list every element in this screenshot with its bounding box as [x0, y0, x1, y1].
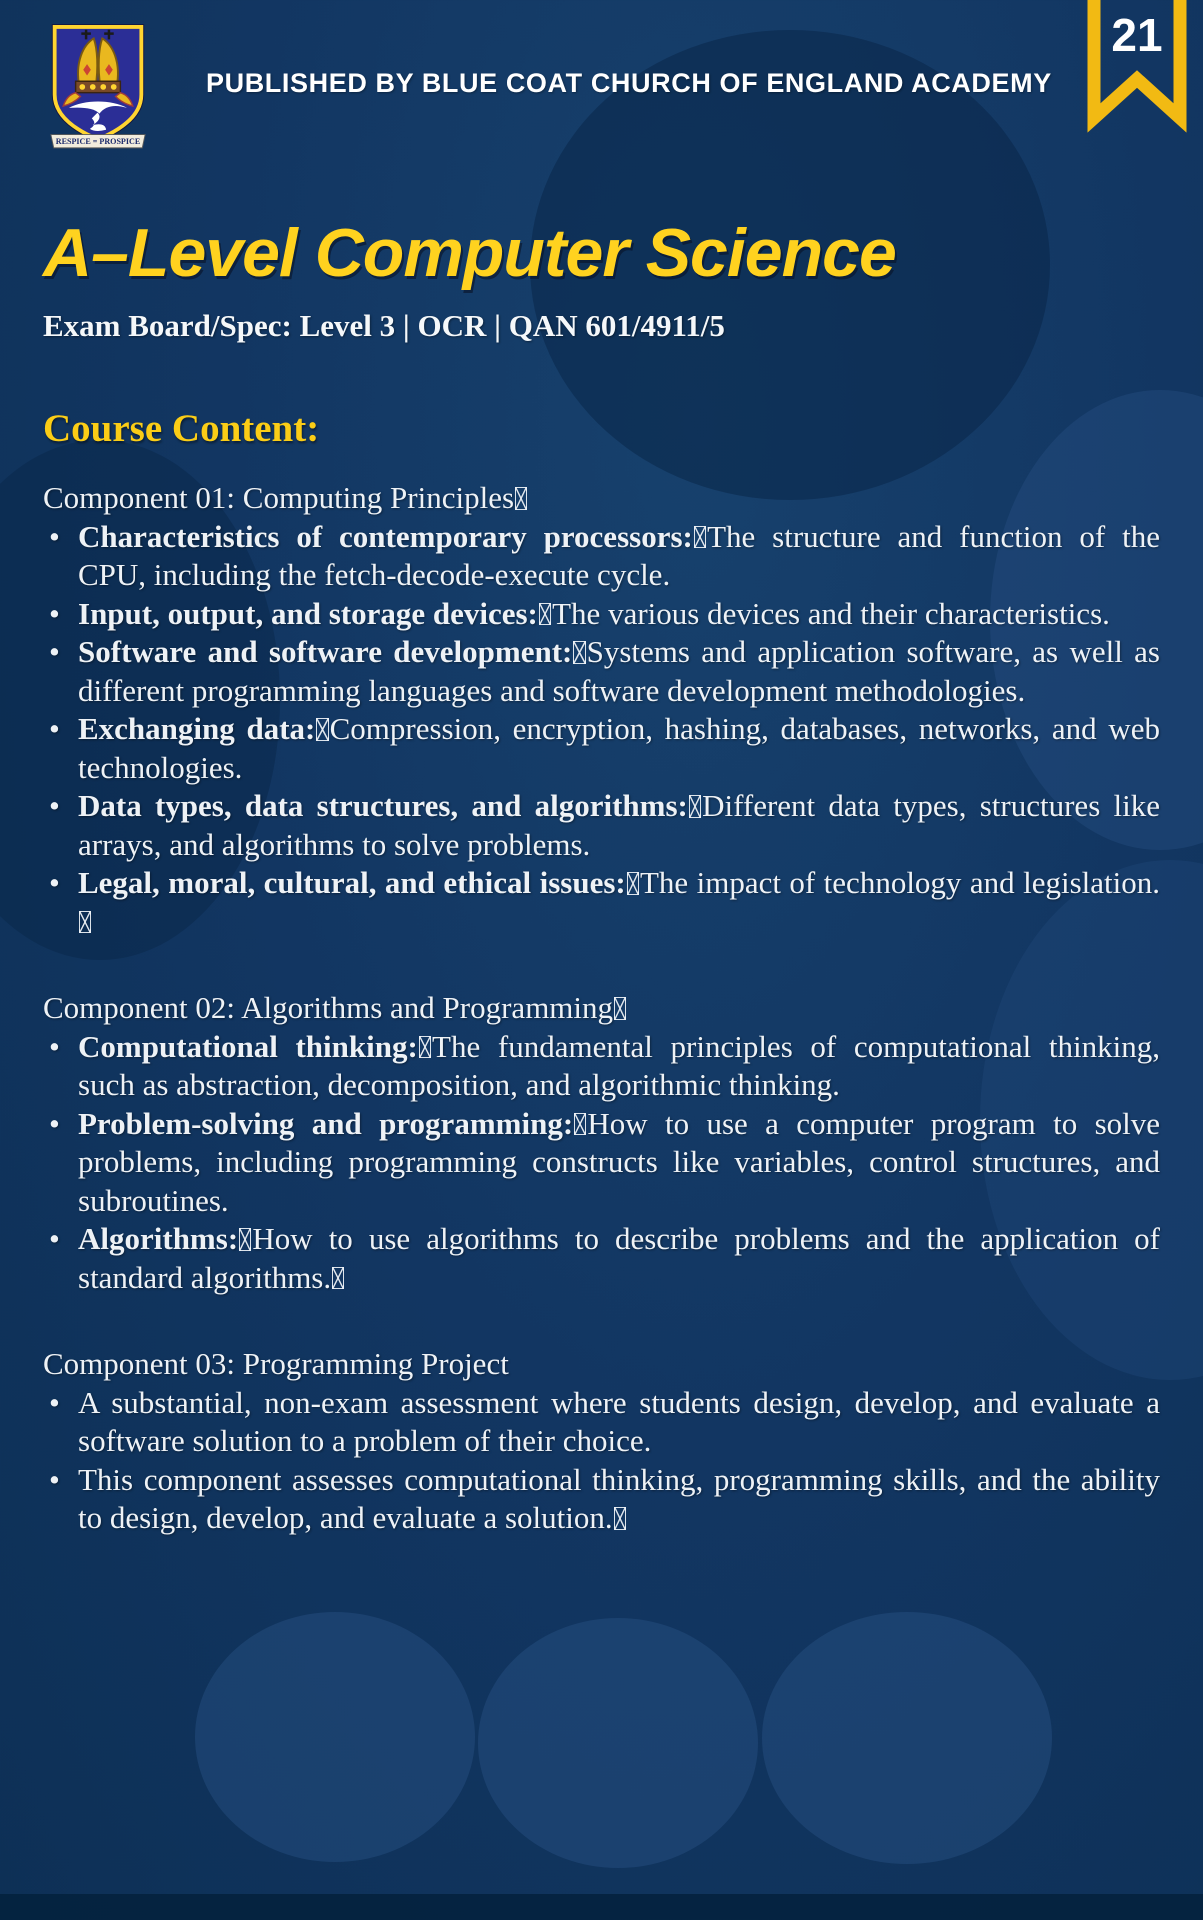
course-bullet: • Data types, data structures, and algorithms: Different data types, structures like arrays, and algorithms to solve problems.: [43, 787, 1160, 864]
missing-glyph-box: [627, 872, 639, 894]
bullet-lead: Problem-solving and programming:: [78, 1105, 574, 1141]
bullet-lead: Algorithms:: [78, 1221, 239, 1256]
header-bar: [48, 0, 1160, 150]
bullet-lead: Computational thinking:: [78, 1028, 418, 1064]
course-bullet: • Exchanging data: Compression, encryption, hashing, databases, networks, and web technologies.: [43, 710, 1160, 787]
component-heading: Component 01: Computing Principles: [43, 479, 1160, 518]
missing-glyph-box: [694, 526, 706, 548]
crest-motto: RESPICE = PROSPICE: [55, 137, 141, 147]
missing-glyph-box: [79, 911, 91, 933]
missing-glyph-box: [614, 997, 626, 1019]
missing-glyph-box: [689, 795, 701, 817]
course-component: [43, 1345, 1160, 1538]
published-by-text: PUBLISHED BY BLUE COAT CHURCH OF ENGLAND ACADEMY: [206, 67, 1052, 98]
bullet-lead: Characteristics of contemporary processors:: [78, 518, 693, 554]
course-sections: [43, 479, 1160, 1538]
course-component: [43, 479, 1160, 941]
bullet-list: [43, 1028, 1160, 1298]
course-bullet: • Problem-solving and programming: How to use a computer program to solve problems, including programming constructs like variables, control structures, and subroutines.: [43, 1105, 1160, 1221]
bullet-list: [43, 1384, 1160, 1538]
missing-glyph-box: [539, 603, 551, 625]
course-bullet: • Algorithms: How to use algorithms to describe problems and the application of standard algorithms.: [43, 1220, 1160, 1297]
bullet-list: [43, 518, 1160, 942]
bottom-dark-strip: [0, 1894, 1203, 1920]
missing-glyph-box: [614, 1507, 626, 1529]
bullet-lead: Software and software development:: [78, 634, 573, 669]
bullet-lead: Input, output, and storage devices:: [78, 595, 538, 631]
missing-glyph-box: [573, 641, 585, 663]
component-heading: Component 03: Programming Project: [43, 1346, 509, 1381]
course-bullet: • Legal, moral, cultural, and ethical issues: The impact of technology and legislation.: [43, 864, 1160, 941]
background-ellipse-bottom: [762, 1612, 1052, 1864]
course-bullet: • This component assesses computational thinking, programming skills, and the ability to design, develop, and evaluate a solution.: [43, 1461, 1160, 1538]
missing-glyph-box: [574, 1113, 586, 1135]
course-bullet: • Software and software development: Systems and application software, as well as different programming languages and software development methodologies.: [43, 633, 1160, 710]
page-number-ribbon: [1085, 0, 1189, 170]
course-bullet: • Computational thinking: The fundamental principles of computational thinking, such as abstraction, decomposition, and algorithmic thinking.: [43, 1028, 1160, 1105]
school-crest-logo: [48, 22, 148, 150]
missing-glyph-box: [239, 1228, 251, 1250]
missing-glyph-box: [515, 487, 527, 509]
missing-glyph-box: [419, 1036, 431, 1058]
bullet-lead: Exchanging data:: [78, 711, 316, 746]
missing-glyph-box: [316, 718, 328, 740]
missing-glyph-box: [332, 1267, 344, 1289]
course-bullet: • A substantial, non-exam assessment where students design, develop, and evaluate a software solution to a problem of their choice.: [43, 1384, 1160, 1461]
course-bullet: • Characteristics of contemporary processors: The structure and function of the CPU, including the fetch-decode-execute cycle.: [43, 518, 1160, 595]
bullet-lead: Legal, moral, cultural, and ethical issues:: [78, 865, 626, 900]
component-heading: Component 02: Algorithms and Programming: [43, 989, 1160, 1028]
bullet-lead: Data types, data structures, and algorithms:: [78, 788, 688, 823]
page-number: 21: [1111, 9, 1163, 61]
background-ellipse-bottom: [478, 1618, 758, 1868]
course-component: [43, 989, 1160, 1297]
page-title: A–Level Computer Science: [43, 215, 896, 291]
course-content-heading: Course Content:: [43, 407, 320, 450]
background-ellipse-bottom: [195, 1612, 475, 1862]
exam-board-line: Exam Board/Spec: Level 3 | OCR | QAN 601/4911/5: [43, 308, 725, 343]
course-bullet: • Input, output, and storage devices: The various devices and their characteristics.: [43, 595, 1160, 634]
